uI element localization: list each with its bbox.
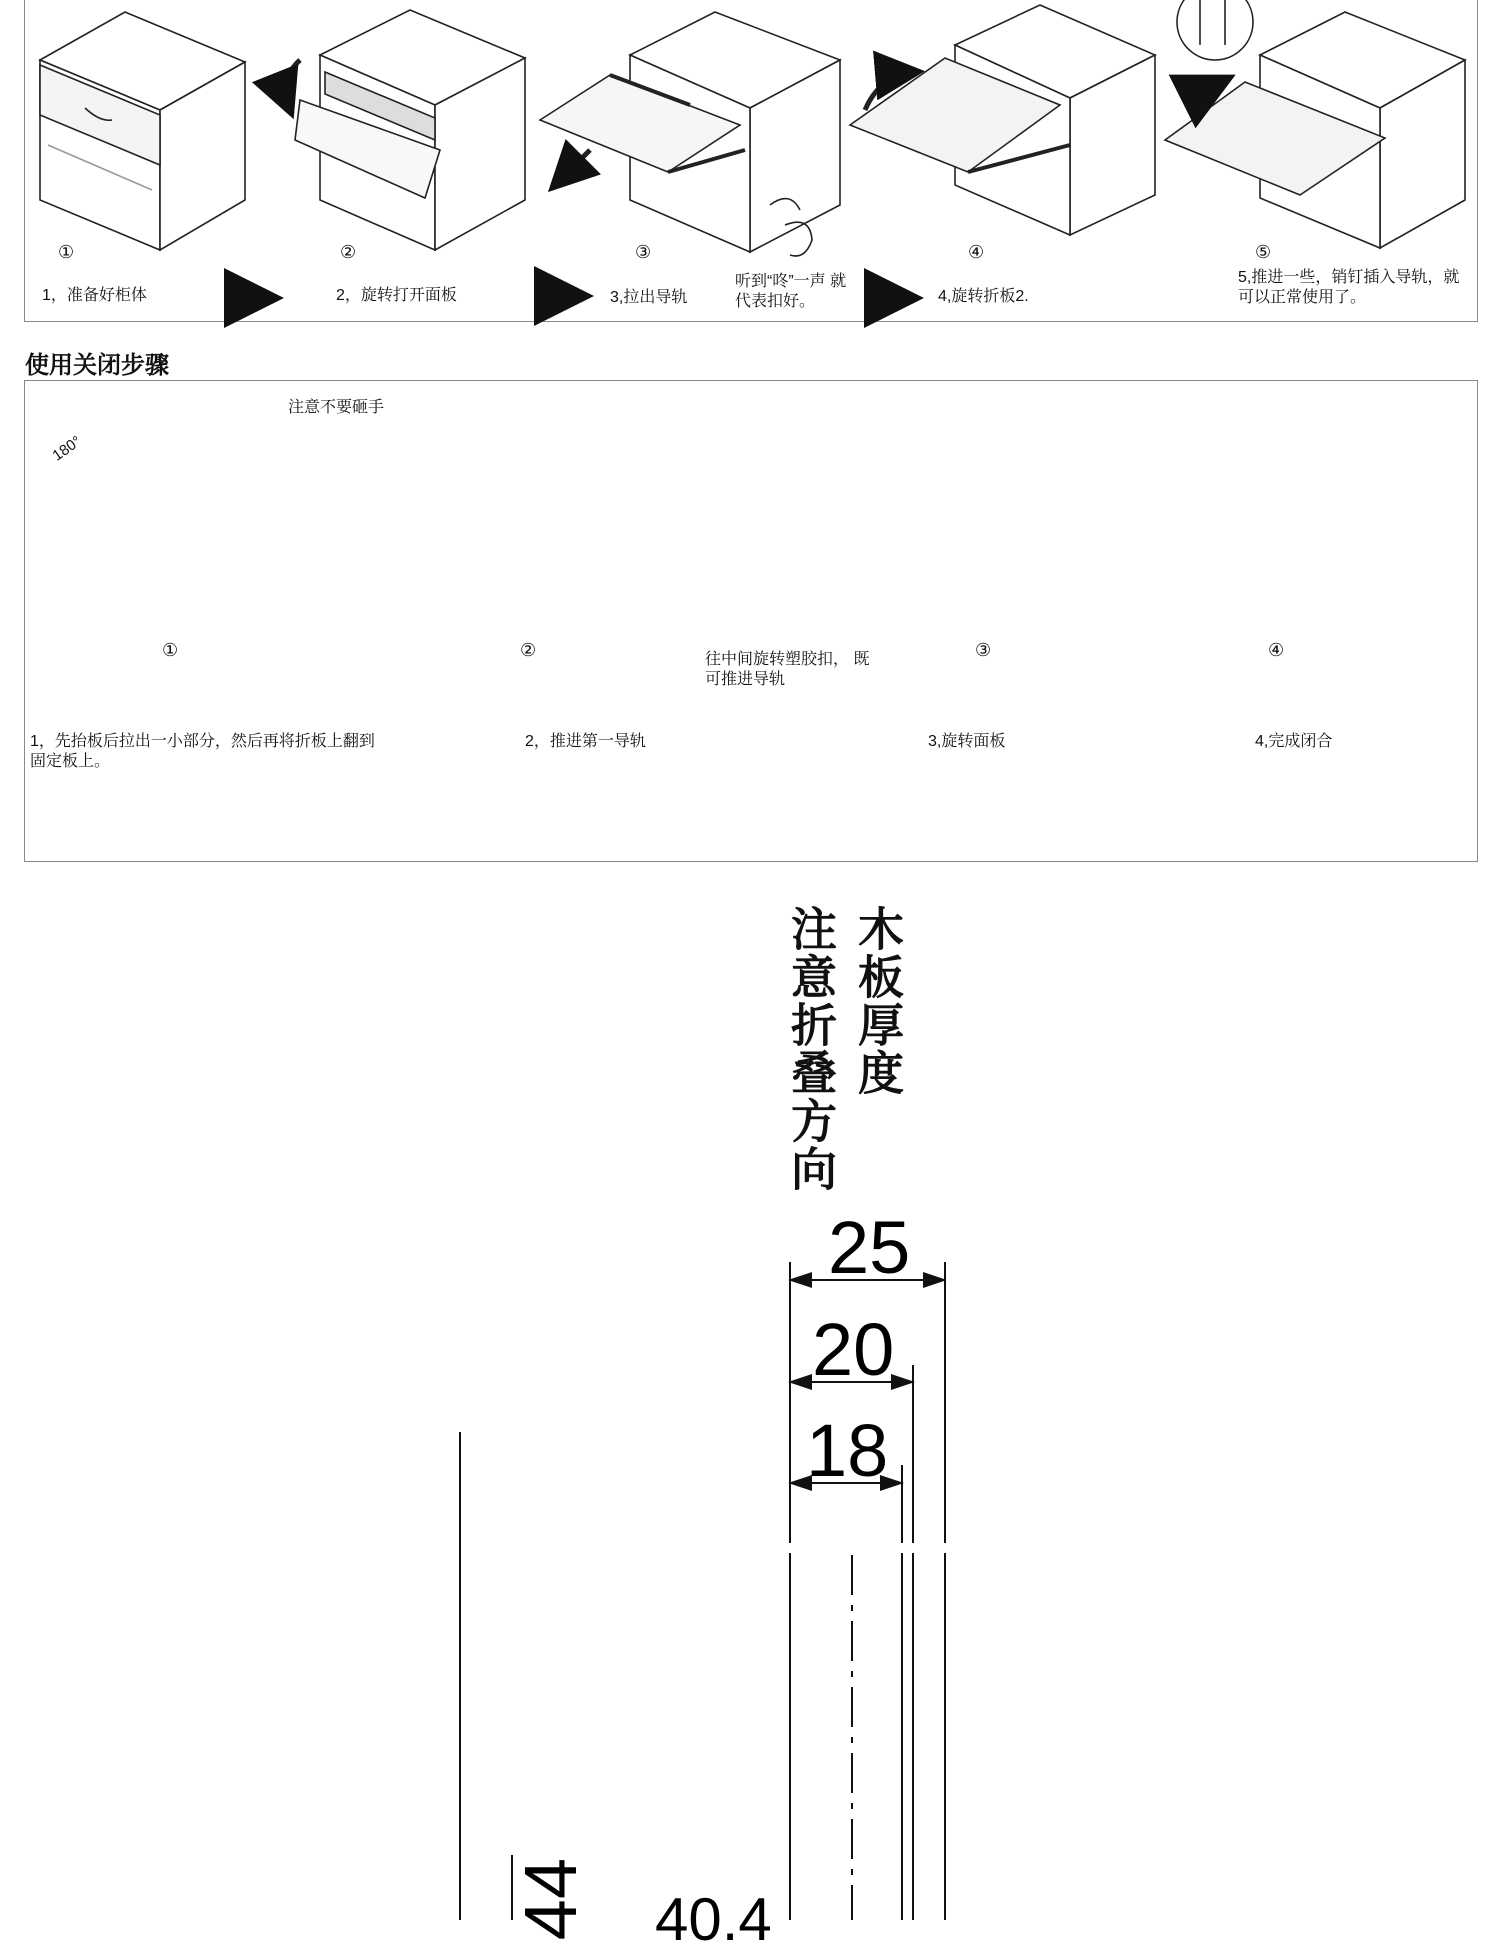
close-step1-number: ① [162,640,179,660]
open-step2-number: ② [340,242,357,262]
dimension-40-partial: 40.4 [655,1886,772,1953]
open-step4-label: 4,旋转折板2. [938,288,1029,305]
sound-note: 听到“咚”一声 就代表扣好。 [735,273,847,310]
open-step1-label: 1，准备好柜体 [42,287,147,304]
close-step2-number: ② [520,640,537,660]
close-step3-number: ③ [975,640,992,660]
board-thickness-label: 木板厚度 [852,905,904,1097]
open-step1-cabinet [40,12,245,250]
open-step1-number: ① [58,242,75,262]
close-step4-number: ④ [1268,640,1285,660]
close-step2-label: 2，推进第一导轨 [525,733,646,750]
open-step3-label: 3,拉出导轨 [610,289,688,306]
open-step4-cabinet [850,5,1155,235]
open-step5-number: ⑤ [1255,242,1272,262]
pinch-warning: 注意不要砸手 [288,399,385,416]
open-step5-cabinet [1165,0,1465,248]
dimension-18: 18 [806,1409,889,1492]
angle-label: 180° [49,432,85,465]
fold-direction-label: 注意折叠方向 [785,905,837,1193]
dimension-20: 20 [812,1308,895,1391]
close-step3-label: 3,旋转面板 [928,733,1006,750]
open-step4-number: ④ [968,242,985,262]
open-step2-cabinet [286,10,525,250]
dimension-44-partial: 44 [509,1858,592,1941]
close-step4-label: 4,完成闭合 [1255,733,1333,750]
close-step1-label: 1，先抬板后拉出一小部分，然后再将折板上翻到固定板上。 [30,733,375,770]
open-step3-number: ③ [635,242,652,262]
close-steps-panel [24,380,1478,862]
open-step5-label: 5,推进一些，销钉插入导轨，就可以正常使用了。 [1238,269,1460,306]
close-section-title: 使用关闭步骤 [25,352,169,379]
buckle-note: 往中间旋转塑胶扣， 既可推进导轨 [705,651,870,688]
open-step2-label: 2，旋转打开面板 [336,287,457,304]
open-step3-cabinet [540,12,840,256]
dimension-25: 25 [828,1206,911,1289]
